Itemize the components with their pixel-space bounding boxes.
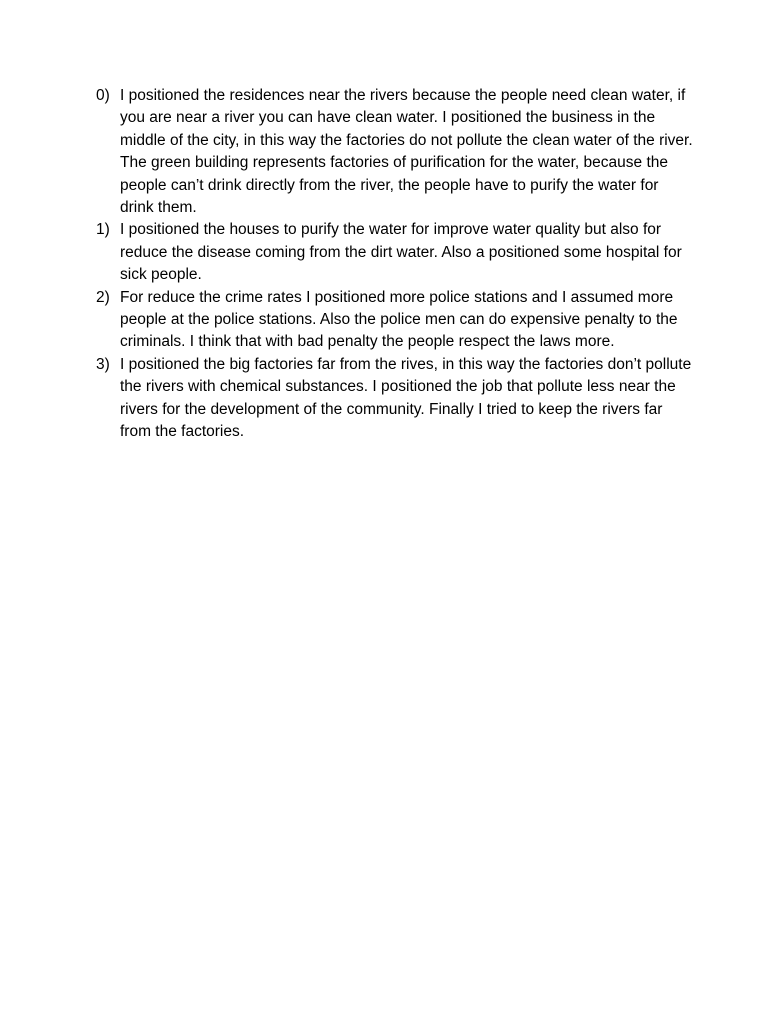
list-item-number: 3) <box>96 355 110 373</box>
numbered-list <box>96 85 696 444</box>
list-item-text: I positioned the houses to purify the water for improve water quality but also for reduce the disease coming from the dirt water. Also a positioned some hospital for sick people. <box>120 221 682 284</box>
list-item-text: For reduce the crime rates I positioned more police stations and I assumed more people at the police stations. Also the police men can do expensive penalty to the criminals. I think that with bad penalty the people respect the laws more. <box>120 288 678 351</box>
list-item <box>96 219 696 286</box>
list-item-text: I positioned the residences near the rivers because the people need clean water, if you are near a river you can have clean water. I positioned the business in the middle of the city, in this way the factories do not pollute the clean water of the river. The green building represents factories of purification for the water, because the people can’t drink directly from the river, the people have to purify the water for drink them. <box>120 87 693 217</box>
list-item-number: 0) <box>96 87 110 104</box>
list-item <box>96 85 696 219</box>
list-item <box>96 287 696 354</box>
list-item-number: 1) <box>96 221 110 239</box>
list-item-number: 2) <box>96 288 110 306</box>
list-item <box>96 354 696 444</box>
list-item-text: I positioned the big factories far from the rives, in this way the factories don’t pollute the rivers with chemical substances. I positioned the job that pollute less near the rivers for the development of the community. Finally I tried to keep the rivers far from the factories. <box>120 355 692 441</box>
